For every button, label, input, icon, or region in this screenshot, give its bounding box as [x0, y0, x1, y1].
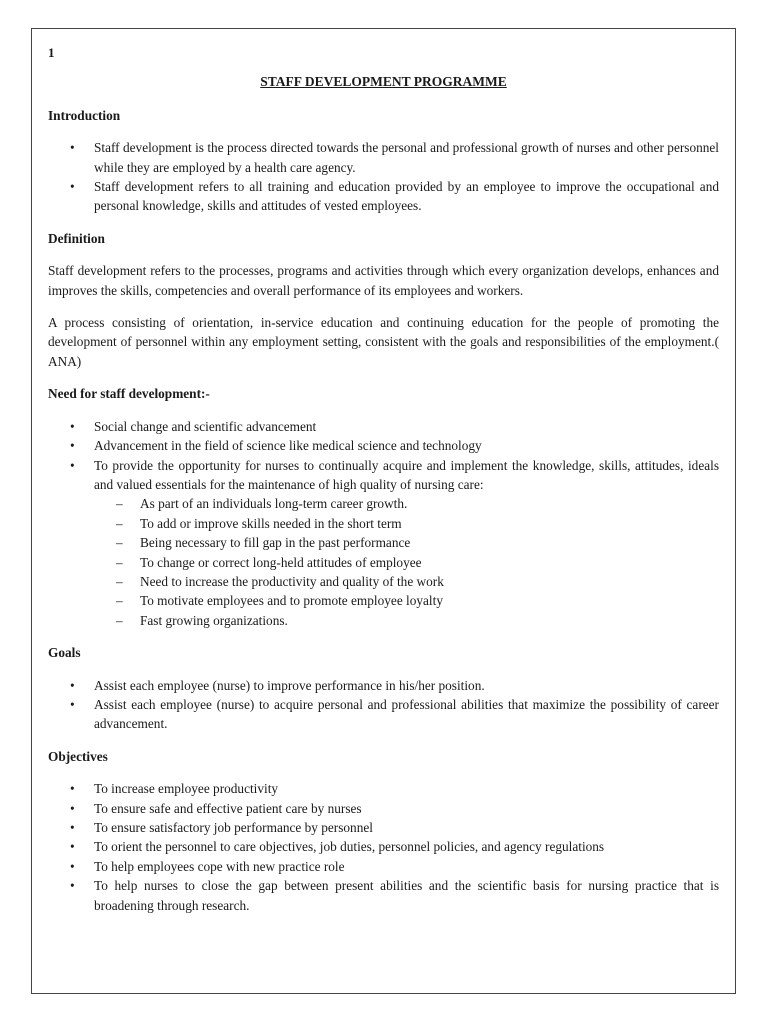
goals-list [48, 676, 719, 734]
need-sub-list [48, 494, 719, 630]
need-heading: Need for staff development:- [48, 386, 210, 402]
document-page [31, 28, 736, 994]
sub-list-item: – Fast growing organizations. [94, 611, 719, 630]
document-title: STAFF DEVELOPMENT PROGRAMME [260, 74, 507, 90]
introduction-list [48, 138, 719, 216]
list-item: • Assist each employee (nurse) to acquire personal and professional abilities that maximize the possibility of career advancement. [48, 695, 719, 734]
list-item: • Staff development refers to all training and education provided by an employee to improve the occupational and personal knowledge, skills and attitudes of vested employees. [48, 177, 719, 216]
sub-list-item: – Being necessary to fill gap in the past performance [94, 533, 719, 552]
sub-list-item: – Need to increase the productivity and quality of the work [94, 572, 719, 591]
objectives-heading: Objectives [48, 748, 108, 764]
sub-list-item: – As part of an individuals long-term career growth. [94, 494, 719, 513]
list-item: • To help employees cope with new practice role [48, 857, 719, 876]
list-item: • To increase employee productivity [48, 779, 719, 798]
list-item: • To help nurses to close the gap between present abilities and the scientific basis for nursing practice that is broadening through research. [48, 876, 719, 915]
goals-heading: Goals [48, 645, 81, 661]
list-item: • To ensure safe and effective patient care by nurses [48, 799, 719, 818]
sub-list-item: – To motivate employees and to promote employee loyalty [94, 591, 719, 610]
list-item: • Social change and scientific advancement [48, 417, 719, 436]
sub-list-item: – To change or correct long-held attitudes of employee [94, 553, 719, 572]
sub-list-item: – To add or improve skills needed in the short term [94, 514, 719, 533]
document-content [48, 43, 719, 928]
list-item: • To orient the personnel to care objectives, job duties, personnel policies, and agency regulations [48, 837, 719, 856]
introduction-heading: Introduction [48, 107, 121, 123]
objectives-list [48, 779, 719, 915]
need-list [48, 417, 719, 495]
page-number: 1 [48, 45, 55, 60]
list-item: • Assist each employee (nurse) to improve performance in his/her position. [48, 676, 719, 695]
definition-heading: Definition [48, 230, 105, 246]
list-item [48, 456, 719, 495]
list-item-text: To provide the opportunity for nurses to continually acquire and implement the knowledge, skills, attitudes, ideals and valued essentials for the maintenance of high quality of nursing care: [94, 457, 719, 492]
list-item: • Advancement in the field of science like medical science and technology [48, 436, 719, 455]
list-item: • Staff development is the process directed towards the personal and professional growth of nurses and other personnel while they are employed by a health care agency. [48, 138, 719, 177]
definition-paragraph: Staff development refers to the processes, programs and activities through which every organization develops, enhances and improves the skills, competencies and overall performance of its employees and workers. [48, 263, 719, 298]
definition-paragraph: A process consisting of orientation, in-service education and continuing education for the people of promoting the development of personnel within any employment setting, consistent with the goals and responsibilities of the employment.( ANA) [48, 315, 719, 369]
list-item: • To ensure satisfactory job performance by personnel [48, 818, 719, 837]
